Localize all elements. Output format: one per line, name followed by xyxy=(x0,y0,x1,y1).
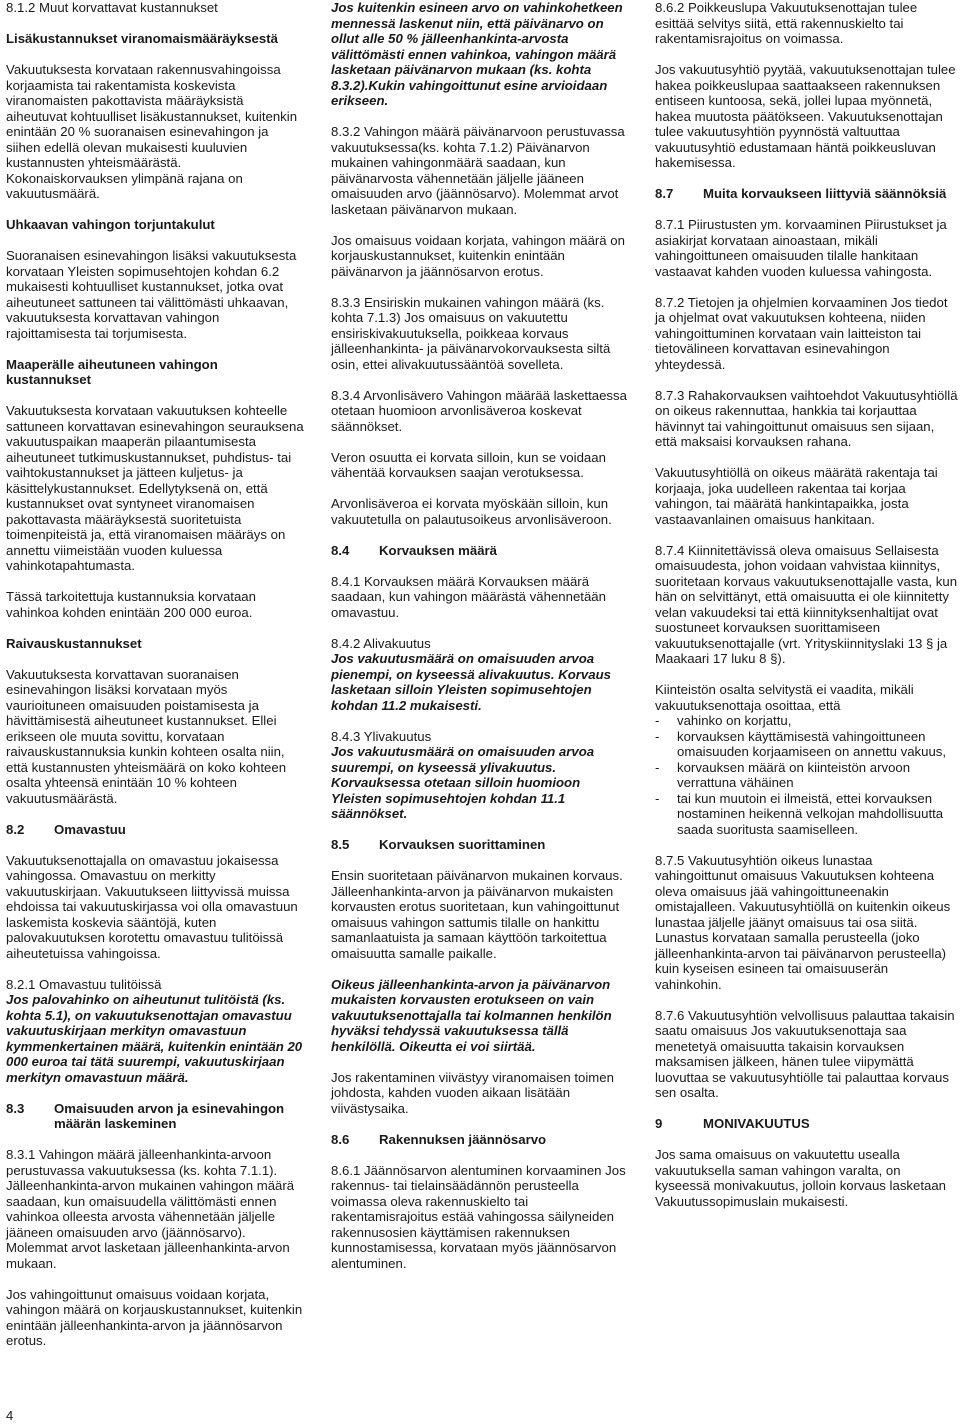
paragraph-text: Vakuutusyhtiöllä on oikeus määrätä rakentaja tai korjaaja, joka uudelleen rakentaa tai korjaa vahingon, tai määrätä hankintapaikka, josta vastaavanlainen omaisuus hankitaan. xyxy=(655,465,938,527)
list-item-text: korvauksen määrä on kiinteistön arvoon verrattuna vähäinen xyxy=(677,759,911,790)
paragraph-text: Tässä tarkoitettuja kustannuksia korvataan vahinkoa kohden enintään 200 000 euroa. xyxy=(6,589,256,620)
paragraph-text: 8.7.5 Vakuutusyhtiön oikeus lunastaa vahingoittunut omaisuus Vakuutuksen kohteena oleva omaisuus jää vahingoittuneenakin omistajalleen. Vakuutusyhtiöllä on kuitenkin oikeus lunastaa jäljelle jäänyt omaisuus tai osa siitä. Lunastus korvataan samalla perusteella (joko jälleenhankinta-arvon tai päivänarvon perusteella) kuin kyseisen esineen tai omaisuuserän vahinkohin. xyxy=(655,852,951,992)
paragraph-text: 8.7.3 Rahakorvauksen vaihtoehdot Vakuutusyhtiöllä on oikeus rakennuttaa, hankkia tai korjauttaa hävinnyt tai vahingoittunut omaisuus sen sijaan, että maksaisi korvauksen rahana. xyxy=(655,387,958,449)
section-heading-8-3 xyxy=(6,1101,306,1132)
section-number: 8.4 xyxy=(331,542,350,558)
list-dash: - xyxy=(655,713,660,728)
paragraph xyxy=(331,729,633,822)
paragraph-text: 8.3.2 Vahingon määrä päivänarvoon perustuvassa vakuutuksessa(ks. kohta 7.1.2) Päivänarvon mukainen vahingonmäärä saadaan, kun päivänarvosta vähennetään jäljelle jääneen omaisuuden arvo (jäännösarvo). Molemmat arvot lasketaan päivänarvon mukaan. xyxy=(331,124,625,217)
section-title: MONIVAKUUTUS xyxy=(703,1116,810,1131)
paragraph-head: 8.2.1 Omavastuu tulitöissä xyxy=(6,976,162,992)
paragraph xyxy=(331,388,633,435)
paragraph xyxy=(655,465,958,527)
paragraph-text: 8.7.4 Kiinnitettävissä oleva omaisuus Sellaisesta omaisuudesta, johon voidaan vahvistaa kiinnitys, suoritetaan korvaus vakuutuksenottajalle vasta, kun hän on selvittänyt, että omaisuutta ei ole kiinnitetty velan vakuudeksi tai että kiinnityksenhaltijat ovat suostuneet korvauksen suorittamiseen vakuutuksenottajalle (vrt. Yrityskiinnityslaki 13 § ja Maakaari 17 luku 8 §). xyxy=(655,542,958,666)
list-item-text: korvauksen käyttämisestä vahingoittuneen omaisuuden korjaamiseen on annettu vakuus, xyxy=(677,728,947,759)
paragraph-text: Jos palovahinko on aiheutunut tulitöistä (ks. kohta 5.1), on vakuutuksenottajan omavastuu vakuutuskirjaan merkityn omavastuun kymmenkertainen määrä, kuitenkin enintään 20 000 euroa tai tätä suurempi, vakuutuskirjaan merkityn omavastuun määrä. xyxy=(6,992,303,1085)
paragraph xyxy=(331,496,633,527)
section-number: 8.6 xyxy=(331,1131,350,1147)
paragraph-text: Jos rakentaminen viivästyy viranomaisen toimen johdosta, kahden vuoden aikaan lisätään viivästysaika. xyxy=(331,1069,614,1116)
section-title: Muita korvaukseen liittyviä säännöksiä xyxy=(703,186,947,201)
paragraph xyxy=(6,1287,306,1349)
paragraph-text: Vakuutuksesta korvattavan suoranaisen esinevahingon lisäksi korvataan myös vaurioituneen omaisuuden poistamisesta ja hävittämisestä aiheutuneet kustannukset. Ellei erikseen ole muuta sovittu, korvataan raivauskustannuksia kunkin kohteen osalta niin, että kustannusten yhteismäärä on koko kohteen osalta yhteensä enintään 10 % kohteen vakuutusmäärästä. xyxy=(6,666,287,806)
heading-lisakustannukset: Lisäkustannukset viranomaismääräyksestä xyxy=(6,31,278,46)
paragraph-text: Vakuutuksenottajalla on omavastuu jokaisessa vahingossa. Omavastuu on merkitty vakuutuskirjaan. Vakuutukseen liittyvissä muissa ehdoissa tai vakuutuskirjassa voi olla omavastuun laskemista koskevia sääntöjä, kuten palovakuutuksen korotettu omavastuu tulitöissä aiheutetuissa vahingoissa. xyxy=(6,852,298,961)
paragraph xyxy=(331,868,633,961)
paragraph-head: 8.4.3 Ylivakuutus xyxy=(331,728,432,744)
paragraph xyxy=(6,589,306,620)
list-item xyxy=(655,760,958,791)
paragraph-with-list xyxy=(655,682,958,837)
list-item xyxy=(655,729,958,760)
paragraph-text: 8.3.4 Arvonlisävero Vahingon määrää laskettaessa otetaan huomioon arvonlisäveroa koskevat säännökset. xyxy=(331,387,627,434)
paragraph xyxy=(6,403,306,574)
section-heading-8-2 xyxy=(6,822,306,838)
paragraph xyxy=(331,1163,633,1272)
paragraph-text: 8.7.6 Vakuutusyhtiön velvollisuus palauttaa takaisin saatu omaisuus Jos vakuutuksenottaja saa menetetyä omaisuutta takaisin korvauksen maksamisen jälkeen, hänen tulee viipymättä luovuttaa se vakuutusyhtiölle tai palauttaa korvaus sen osalta. xyxy=(655,1007,955,1100)
paragraph-text: Arvonlisäveroa ei korvata myöskään silloin, kun vakuutetulla on palautusoikeus arvonlisäveroon. xyxy=(331,496,612,527)
paragraph xyxy=(331,450,633,481)
paragraph-text: 8.7.1 Piirustusten ym. korvaaminen Piirustukset ja asiakirjat korvataan ainoastaan, mikäli vahingoittuneen omaisuuden tilalle hankitaan vastaavat kahden vuoden kuluessa vahingosta. xyxy=(655,217,947,279)
paragraph xyxy=(655,217,958,279)
list-dash: - xyxy=(655,790,660,806)
paragraph xyxy=(655,1008,958,1101)
paragraph xyxy=(331,636,633,714)
paragraph-text: Jos kuitenkin esineen arvo on vahinkohetkeen mennessä laskenut niin, että päivänarvo on ollut alle 50 % jälleenhankinta-arvosta välittömästi ennen vahinkoa, vahingon määrä lasketaan päivänarvon mukaan (ks. kohta 8.3.2).Kukin vahingoittunut esine arvioidaan erikseen. xyxy=(331,0,623,108)
paragraph-text: 8.4.1 Korvauksen määrä Korvauksen määrä saadaan, kun vahingon määrästä vähennetään omavastuu. xyxy=(331,573,606,620)
section-title: Korvauksen määrä xyxy=(379,542,498,558)
column-left xyxy=(6,0,306,1364)
section-heading-8-4 xyxy=(331,543,633,559)
paragraph xyxy=(6,667,306,807)
list-dash: - xyxy=(655,728,660,744)
list-dash: - xyxy=(655,759,660,775)
paragraph-text: Veron osuutta ei korvata silloin, kun se voidaan vähentää korvauksen saajan verotuksessa. xyxy=(331,449,606,480)
page-number: 4 xyxy=(6,1408,14,1423)
paragraph-text: Jos sama omaisuus on vakuutettu usealla vakuutuksella saman vahingon varalta, on kyseessä monivakuutus, jolloin korvaus lasketaan Vakuutussopimuslain mukaisesti. xyxy=(655,1147,947,1209)
paragraph-text: 8.3.1 Vahingon määrä jälleenhankinta-arvoon perustuvassa vakuutuksessa (ks. kohta 7.1.1). Jälleenhankinta-arvon mukainen vahingon määrä saadaan, kun omaisuudella välittömästi ennen vahinkoa olleesta arvosta vähennetään jäljelle jääneen omaisuuden arvo (jäännösarvo). Molemmat arvot lasketaan jälleenhankinta-arvon mukaan. xyxy=(6,1147,295,1271)
column-middle xyxy=(331,0,633,1287)
paragraph-text: 8.7.2 Tietojen ja ohjelmien korvaaminen Jos tiedot ja ohjelmat ovat vakuutuksen kohteena, niiden vahingoittuminen korvataan vain laitteiston tai tietovälineen korvattavan esinevahingon yhteydessä. xyxy=(655,294,948,372)
paragraph xyxy=(655,543,958,667)
paragraph xyxy=(6,62,306,202)
paragraph xyxy=(6,1147,306,1271)
section-number: 9 xyxy=(655,1116,663,1131)
paragraph-text: Jos vakuutusmäärä on omaisuuden arvoa suurempi, on kyseessä ylivakuutus. Korvauksessa otetaan silloin huomioon Yleisten sopimusehtojen kohdan 11.1 säännökset. xyxy=(331,744,595,821)
dash-list xyxy=(655,713,958,837)
paragraph-text: Kiinteistön osalta selvitystä ei vaadita, mikäli vakuutuksenottaja osoittaa, että xyxy=(655,682,914,713)
paragraph-text: Jos vakuutusyhtiö pyytää, vakuutuksenottajan tulee hakea poikkeuslupaa saattaakseen rakennuksen entiseen kuntoosa, sekä, jollei lupaa myönnetä, hakea muutosta päätökseen. Vakuutuksenottajan tulee vakuutusyhtiön pyynnöstä valtuuttaa vakuutusyhtiö edustamaan häntä poikkeusluvan hakemisessa. xyxy=(655,62,956,170)
paragraph-head: 8.4.2 Alivakuutus xyxy=(331,635,431,651)
paragraph xyxy=(331,1070,633,1117)
paragraph xyxy=(655,388,958,450)
section-number: 8.5 xyxy=(331,837,350,852)
paragraph-text: 8.6.1 Jäännösarvon alentuminen korvaaminen Jos rakennus- tai tielainsäädännön perusteella voimassa oleva rakennuskielto tai rakentamisrajoitus estää vahingossa säilyneiden rakennusosien käyttämisen rakennuksen kunnostamisessa, korvataan myös jäännösarvon alentuminen. xyxy=(331,1162,626,1271)
list-item xyxy=(655,713,958,729)
paragraph-text: Jos omaisuus voidaan korjata, vahingon määrä on korjauskustannukset, kuitenkin enintään päivänarvon ja jäännösarvon erotus. xyxy=(331,232,625,279)
paragraph xyxy=(331,124,633,217)
heading-maapera: Maaperälle aiheutuneen vahingon kustannukset xyxy=(6,356,218,387)
paragraph xyxy=(655,295,958,373)
section-title: Rakennuksen jäännösarvo xyxy=(379,1131,547,1147)
paragraph xyxy=(6,248,306,341)
heading-uhkaava: Uhkaavan vahingon torjuntakulut xyxy=(6,217,215,232)
paragraph xyxy=(331,0,633,109)
paragraph xyxy=(331,574,633,621)
section-title: Omaisuuden arvon ja esinevahingon määrän laskeminen xyxy=(54,1100,285,1131)
section-number: 8.2 xyxy=(6,821,25,837)
paragraph-text: Suoranaisen esinevahingon lisäksi vakuutuksesta korvataan Yleisten sopimusehtojen kohdan 6.2 mukaisesti kohtuulliset kustannukset, jotka ovat aiheutuneet sattuneen tai välittömästi uhkaavan, vakuutuksesta korvattavan vahingon rajoittamisesta tai torjumisesta. xyxy=(6,248,297,341)
list-item xyxy=(655,791,958,838)
paragraph xyxy=(6,853,306,962)
paragraph xyxy=(6,977,306,1086)
section-heading-8-6 xyxy=(331,1132,633,1148)
section-heading-8-7 xyxy=(655,186,958,202)
paragraph xyxy=(331,977,633,1055)
paragraph-text: Jos vakuutusmäärä on omaisuuden arvoa pienempi, on kyseessä alivakuutus. Korvaus lasketaan silloin Yleisten sopimusehtojen kohdan 11.2 mukaisesti. xyxy=(331,651,611,713)
paragraph-text: 8.3.3 Ensiriskin mukainen vahingon määrä (ks. kohta 7.1.3) Jos omaisuus on vakuutettu ensiriskivakuutuksella, poikkeaa korvaus jälleenhankinta- ja päivänarvokorvauksesta siltä osin, ettei alivakuutussääntöä sovelleta. xyxy=(331,294,611,372)
paragraph-text: Vakuutuksesta korvataan rakennusvahingoissa korjaamista tai rakentamista koskevista viranomaisten pakottavista määräyksistä aiheutuvat kohtuulliset lisäkustannukset, kuitenkin enintään 20 % suoranaisen esinevahingon ja siihen edellä olevan mukaisesti kuuluvien kustannusten yhteismäärästä. Kokonaiskorvauksen ylimpänä rajana on vakuutusmäärä. xyxy=(6,62,298,201)
paragraph-text: Vakuutuksesta korvataan vakuutuksen kohteelle sattuneen korvattavan esinevahingon seurauksena vakuutuspaikan maaperän pilaantumisesta aiheutuneet tutkimuskustannukset, puhdistus- tai vaihtokustannukset ja jätteen kuljetus- ja käsittelykustannukset. Edellytyksenä on, että kustannukset ovat syntyneet viranomaisen pakottavasta määräyksestä suoritetuista toimenpiteistä ja, että viranomaisen määräys on annettu viimeistään vuoden kuluessa vahinkotapahtumasta. xyxy=(6,403,304,573)
paragraph xyxy=(331,233,633,280)
paragraph-text: 8.6.2 Poikkeuslupa Vakuutuksenottajan tulee esittää selvitys siitä, että rakennuskielto tai rakentamisrajoitus on voimassa. xyxy=(655,0,918,46)
section-header-812 xyxy=(6,0,306,16)
section-heading-9 xyxy=(655,1116,958,1132)
paragraph xyxy=(655,853,958,993)
heading-raivaus: Raivauskustannukset xyxy=(6,635,142,651)
section-heading-8-5 xyxy=(331,837,633,853)
section-title: Omavastuu xyxy=(54,821,126,837)
paragraph xyxy=(655,0,958,47)
subsection-heading: 8.1.2 Muut korvattavat kustannukset xyxy=(6,0,218,15)
section-number: 8.7 xyxy=(655,186,674,201)
paragraph-text: Oikeus jälleenhankinta-arvon ja päivänarvon mukaisten korvausten erotukseen on vain vakuutuksenottajalla tai kolmannen henkilön hyväksi tehdyssä vakuutuksessa tällä henkilöllä. Oikeutta ei voi siirtää. xyxy=(331,976,612,1054)
column-right xyxy=(655,0,958,1225)
paragraph xyxy=(655,1147,958,1209)
paragraph-text: Jos vahingoittunut omaisuus voidaan korjata, vahingon määrä on korjauskustannukset, kuitenkin enintään jälleenhankinta-arvon ja jäännösarvon erotus. xyxy=(6,1286,303,1348)
list-item-text: vahinko on korjattu, xyxy=(677,713,792,728)
section-title: Korvauksen suorittaminen xyxy=(379,837,546,852)
paragraph xyxy=(655,62,958,171)
paragraph-text: Ensin suoritetaan päivänarvon mukainen korvaus. Jälleenhankinta-arvon ja päivänarvon mukaisten korvausten erotus suoritetaan, kun vahingoittunut omaisuus vahingon sattumis tilalle on hankittu samanlaatuista ja samaan käyttöön tarkoitettua omaisuutta samalle paikalle. xyxy=(331,868,623,961)
paragraph xyxy=(331,295,633,373)
list-item-text: tai kun muutoin ei ilmeistä, ettei korvauksen nostaminen heikennä velkojan mahdollisuutta saada suoritusta saamiselleen. xyxy=(677,790,944,837)
section-number: 8.3 xyxy=(6,1100,25,1116)
